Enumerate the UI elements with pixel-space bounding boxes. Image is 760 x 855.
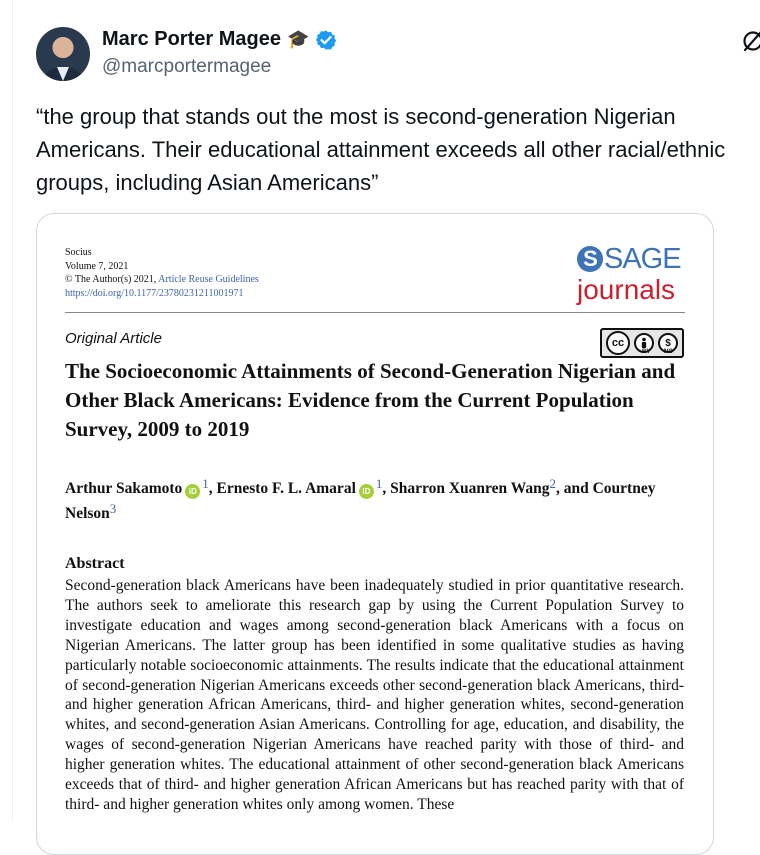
- timeline-border: [12, 0, 13, 822]
- affiliation-3: 2: [549, 476, 556, 491]
- cc-icon: cc: [606, 331, 630, 355]
- grok-icon[interactable]: [738, 28, 760, 54]
- affiliation-2: 1: [376, 476, 383, 491]
- tweet-image-card[interactable]: [36, 213, 714, 855]
- sage-wordmark: SAGE: [604, 244, 681, 274]
- sage-s-icon: S: [577, 246, 603, 272]
- author-3: , Sharron Xuanren Wang: [382, 480, 549, 497]
- header-divider: [65, 312, 685, 313]
- author-name[interactable]: Marc Porter Magee: [102, 28, 281, 51]
- paper-authors: [65, 476, 685, 526]
- copyright-prefix: © The Author(s) 2021,: [65, 274, 158, 285]
- by-label: BY: [642, 349, 650, 355]
- graduation-cap-emoji: 🎓: [287, 29, 309, 50]
- article-type: Original Article: [65, 330, 162, 347]
- author-1: Arthur Sakamoto: [65, 480, 182, 497]
- doi-link: https://doi.org/10.1177/23780231211001971: [65, 287, 259, 301]
- tweet-text: “the group that stands out the most is second-generation Nigerian Americans. Their educational attainment exceeds all other racial/ethnic groups, including Asian Americans”: [36, 100, 760, 199]
- orcid-icon: iD: [359, 484, 374, 499]
- copyright-line: [65, 273, 259, 287]
- author-handle[interactable]: @marcportermagee: [102, 56, 271, 78]
- reuse-link: Article Reuse Guidelines: [158, 274, 259, 285]
- abstract-heading: Abstract: [65, 555, 125, 573]
- orcid-icon: iD: [185, 484, 200, 499]
- journals-wordmark: journals: [577, 276, 697, 304]
- nc-dollar-icon: $: [658, 333, 678, 353]
- person-icon: [638, 337, 650, 349]
- verified-badge-icon: [315, 29, 337, 51]
- sage-journals-logo: [577, 244, 697, 304]
- cc-license-badge: [600, 328, 684, 358]
- affiliation-4: 3: [110, 501, 117, 516]
- paper-screenshot: [37, 214, 713, 854]
- author-name-row: [102, 28, 337, 51]
- paper-meta: [65, 246, 259, 300]
- journal-name: Socius: [65, 246, 259, 260]
- abstract-text: Second-generation black Americans have been inadequately studied in prior quantitative research. The authors seek to ameliorate this research gap by using the Current Population Survey to investigate education and wages among second-generation black Americans with a focus on Nigerian Americans. The latter group has been identified in some qualitative studies as having particularly notable socioeconomic attainments. The results indicate that the educational attainment of second-generation Nigerian Americans exceeds other second-generation black Americans, third- and higher generation African Americans, third- and higher generation whites, second-generation whites, and second-generation Asian Americans. Controlling for age, education, and disability, the wages of second-generation Nigerian Americans have reached parity with those of third- and higher generation whites. The educational attainment of other second-generation black Americans exceeds that of third- and higher generation African Americans but has reached parity with that of third- and higher generation whites only among women. These: [65, 576, 684, 815]
- avatar[interactable]: [36, 27, 90, 81]
- author-2: , Ernesto F. L. Amaral: [209, 480, 356, 497]
- author-4: , and Courtney Nelson: [65, 480, 655, 522]
- paper-title: The Socioeconomic Attainments of Second-Generation Nigerian and Other Black Americans: Evidence from the Current Population Survey, 2009 to 2019: [65, 357, 685, 444]
- journal-volume: Volume 7, 2021: [65, 260, 259, 274]
- affiliation-1: 1: [202, 476, 209, 491]
- nc-label: NC: [664, 349, 673, 355]
